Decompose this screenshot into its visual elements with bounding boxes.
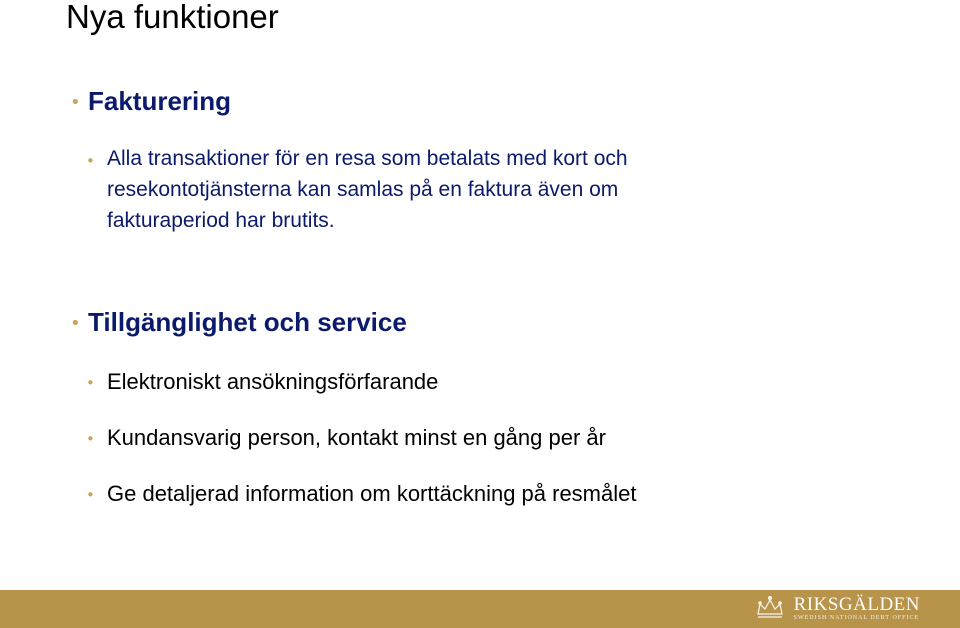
page-title: Nya funktioner [66,0,279,35]
bullet-icon: • [86,430,95,448]
list-item: Kundansvarig person, kontakt minst en gång per år [107,425,606,450]
bullet-icon: • [86,486,95,504]
list-item: Alla transaktioner för en resa som betalats med kort och [107,147,628,170]
riksgalden-logo [754,594,920,622]
crown-icon [754,594,786,622]
bullet-icon: • [70,92,81,113]
list-item: fakturaperiod har brutits. [107,209,335,232]
list-item: Ge detaljerad information om korttäckning på resmålet [107,481,637,506]
list-item: Elektroniskt ansökningsförfarande [107,369,439,394]
section-heading-fakturering: Fakturering [88,86,232,116]
logo-subtext: SWEDISH NATIONAL DEBT OFFICE [793,615,920,621]
logo-text: RIKSGÄLDEN [793,594,920,615]
list-item: resekontotjänsterna kan samlas på en faktura även om [107,178,619,201]
bullet-icon: • [86,152,95,170]
bullet-icon: • [70,313,81,334]
section-heading-tillganglighet: Tillgänglighet och service [88,307,407,337]
bullet-icon: • [86,374,95,392]
